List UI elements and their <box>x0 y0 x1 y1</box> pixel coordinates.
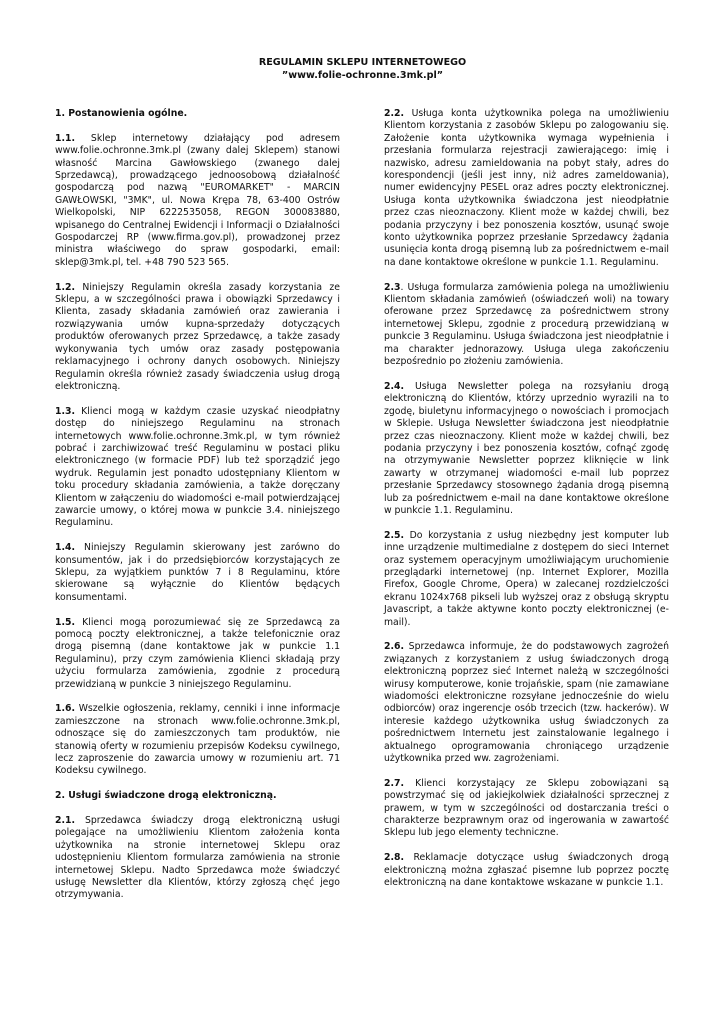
paragraph-number: 1.3. <box>55 405 76 417</box>
paragraph-number: 2.6. <box>384 641 405 653</box>
paragraph-1-1 <box>55 133 340 269</box>
section-2-heading: 2. Usługi świadczone drogą elektroniczną. <box>55 790 277 802</box>
paragraph-text: Usługa Newsletter polega na rozsyłaniu drogą elektroniczną do Klientów, którzy uprzednio wyrazili na to zgodę, biuletynu informacyjnego o nowościach i promocjach w Sklepie. Usługa Newsletter świadczona jest nieodpłatnie przez czas nieoznaczony. Klient może w każdej chwili, bez podania przyczyny i bez ponoszenia kosztów, cofnąć zgodę na otrzymywanie Newsletter poprzez kliknięcie w link zawarty w otrzymanej wiadomości e-mail lub poprzez przesłanie Sprzedawcy stosownego żądania drogą pisemną lub za pośrednictwem e-mail na dane kontaktowe określone w punkcie 1.1. Regulaminu. <box>384 380 669 516</box>
document-subtitle: ”www.folie-ochronne.3mk.pl” <box>281 70 444 81</box>
document-title: REGULAMIN SKLEPU INTERNETOWEGO <box>258 57 467 68</box>
paragraph-text: Do korzystania z usług niezbędny jest komputer lub inne urządzenie multimedialne z dostępem do sieci Internet oraz systemem operacyjnym umożliwiającym uruchomienie przeglądarki internetowej (np. Internet Explorer, Mozilla Firefox, Google Chrome, Opera) w zalecanej rozdzielczości ekranu 1024x768 pikseli lub wyższej oraz z obsługą skryptu Javascript, a także aktywne konto poczty elektronicznej (e-mail). <box>384 529 669 628</box>
paragraph-1-2 <box>55 282 340 394</box>
paragraph-number: 2.8. <box>384 852 405 864</box>
paragraph-2-3 <box>384 282 669 369</box>
left-column <box>55 108 340 914</box>
paragraph-text: Sklep internetowy działający pod adresem www.folie.ochronne.3mk.pl (zwany dalej Sklepem) stanowi własność Marcina Gawłowskiego (zwanego dalej Sprzedawcą), prowadzącego jednoosobową działalność gospodarczą pod nazwą "EUROMARKET" - MARCIN GAWŁOWSKI, "3MK", ul. Nowa Krępa 78, 63-400 Ostrów Wielkopolski, NIP 6222535058, REGON 300083880, wpisanego do Centralnej Ewidencji i Informacji o Działalności Gospodarczej RP (www.firma.gov.pl), prowadzonej przez ministra właściwego do spraw gospodarki, email: sklep@3mk.pl, tel. +48 790 523 565. <box>55 132 340 268</box>
paragraph-number: 2.7. <box>384 777 405 789</box>
paragraph-2-7 <box>384 778 669 840</box>
paragraph-1-6 <box>55 703 340 777</box>
paragraph-2-4 <box>384 381 669 517</box>
paragraph-text: Klienci mogą porozumiewać się ze Sprzedawcą za pomocą poczty elektronicznej, a także telefonicznie oraz drogą pisemną (dane kontaktowe jak w punkcie 1.1 Regulaminu), przy czym zamówienia Klienci składają przy użyciu formularza zamówienia, zgodnie z procedurą przewidzianą w punkcie 3 niniejszego Regulaminu. <box>55 616 340 690</box>
paragraph-text: Sprzedawca informuje, że do podstawowych zagrożeń związanych z korzystaniem z usług świadczonych drogą elektroniczną poprzez sieć Internet należą w szczególności wirusy komputerowe, konie trojańskie, spam (nie zamawiane wiadomości elektroniczne rozsyłane jednocześnie do wielu odbiorców) oraz ingerencje osób trzecich (tzw. hackerów). W interesie każdego użytkownika usług świadczonych za pośrednictwem Internetu jest zainstalowanie legalnego i aktualnego oprogramowania chroniącego urządzenie użytkownika przed ww. zagrożeniami. <box>384 641 669 765</box>
paragraph-number: 1.2. <box>55 281 76 293</box>
paragraph-text: Niniejszy Regulamin określa zasady korzystania ze Sklepu, a w szczególności prawa i obowiązki Sprzedawcy i Klienta, zasady składania zamówień oraz zawierania i rozwiązywania umów kupna-sprzedaży dotyczących produktów oferowanych przez Sprzedawcę, a także zasady wykonywania tych umów oraz zasady postępowania reklamacyjnego i ochrony danych osobowych. Niniejszy Regulamin określa również zasady świadczenia usług drogą elektroniczną. <box>55 281 340 392</box>
paragraph-2-5 <box>384 530 669 629</box>
paragraph-number: 2.3 <box>384 281 401 293</box>
section-1-heading: 1. Postanowienia ogólne. <box>55 108 188 119</box>
paragraph-2-6 <box>384 641 669 765</box>
paragraph-1-3 <box>55 406 340 530</box>
paragraph-1-4 <box>55 542 340 604</box>
paragraph-2-8 <box>384 852 669 889</box>
paragraph-text: . Usługa formularza zamówienia polega na umożliwieniu Klientom składania zamówień (oświadczeń woli) na towary oferowane przez Sprzedawcę za pośrednictwem strony internetowej Sklepu, zgodnie z procedurą przewidzianą w punkcie 3 Regulaminu. Usługa świadczona jest nieodpłatnie i ma charakter jednorazowy. Usługa ulega zakończeniu bezpośrednio po złożeniu zamówienia. <box>384 281 669 368</box>
paragraph-2-2 <box>384 108 669 269</box>
paragraph-number: 2.2. <box>384 108 405 119</box>
paragraph-number: 2.1. <box>55 815 76 827</box>
paragraph-text: Sprzedawca świadczy drogą elektroniczną usługi polegające na umożliwieniu Klientom założenia konta użytkownika na stronie internetowej Sklepu oraz udostępnieniu Klientom formularza zamówienia na stronie internetowej Sklepu. Nadto Sprzedawca może świadczyć usługę Newsletter dla Klientów, którzy zgłoszą chęć jego otrzymywania. <box>55 815 340 901</box>
paragraph-number: 1.4. <box>55 542 76 554</box>
paragraph-number: 1.6. <box>55 703 76 715</box>
paragraph-text: Usługa konta użytkownika polega na umożliwieniu Klientom korzystania z zasobów Sklepu po zalogowaniu się. Założenie konta użytkownika wymaga wypełnienia i przesłania formularza rejestracji zawierającego: imię i nazwisko, adresu zamieldowania na pobyt stały, adres do korespondencji (jeśli jest inny, niż adres zameldowania), numer ewidencyjny PESEL oraz adres poczty elektronicznej. Usługa konta użytkownika świadczona jest nieodpłatnie przez czas nieoznaczony. Klient może w każdej chwili, bez podania przyczyny i bez ponoszenia kosztów, usunąć swoje konto użytkownika poprzez przesłanie Sprzedawcy żądania usunięcia konta drogą pisemną lub za pośrednictwem e-mail na dane kontaktowe określone w punkcie 1.1. Regulaminu. <box>384 108 669 268</box>
paragraph-2-1 <box>55 815 340 902</box>
right-column <box>384 108 669 902</box>
paragraph-text: Klienci mogą w każdym czasie uzyskać nieodpłatny dostęp do niniejszego Regulaminu na stronach internetowych www.folie.ochronne.3mk.pl, w tym również pobrać i zarchiwizować treść Regulaminu w postaci pliku elektronicznego (w formacie PDF) lub też sporządzić jego wydruk. Regulamin jest ponadto udostępniany Klientom w toku procedury składania zamówienia, a także doręczany Klientom w załączeniu do wiadomości e-mail potwierdzającej zawarcie umowy, o której mowa w punkcie 3.4. niniejszego Regulaminu. <box>55 405 340 529</box>
paragraph-text: Klienci korzystający ze Sklepu zobowiązani są powstrzymać się od jakiejkolwiek działalności sprzecznej z prawem, w tym w szczególności od dostarczania treści o charakterze bezprawnym oraz od ingerowania w zawartość Sklepu lub jego elementy techniczne. <box>384 777 669 839</box>
paragraph-number: 1.5. <box>55 616 76 628</box>
paragraph-1-5 <box>55 617 340 691</box>
paragraph-text: Wszelkie ogłoszenia, reklamy, cenniki i inne informacje zamieszczone na stronach www.folie.ochronne.3mk.pl, odnoszące się do zamieszczonych tam produktów, nie stanowią oferty w rozumieniu przepisów Kodeksu cywilnego, lecz zaproszenie do zawarcia umowy w rozumieniu art. 71 Kodeksu cywilnego. <box>55 703 340 777</box>
paragraph-number: 1.1. <box>55 132 76 144</box>
paragraph-number: 2.4. <box>384 380 405 392</box>
paragraph-number: 2.5. <box>384 529 405 541</box>
paragraph-text: Reklamacje dotyczące usług świadczonych drogą elektroniczną można zgłaszać pisemne lub poprzez pocztę elektroniczną na dane kontaktowe wskazane w punkcie 1.1. <box>384 852 669 889</box>
document-header <box>0 56 725 82</box>
paragraph-text: Niniejszy Regulamin skierowany jest zarówno do konsumentów, jak i do przedsiębiorców korzystających ze Sklepu, za wyjątkiem punktów 7 i 8 Regulaminu, które skierowane są wyłącznie do Klientów będących konsumentami. <box>55 542 340 603</box>
